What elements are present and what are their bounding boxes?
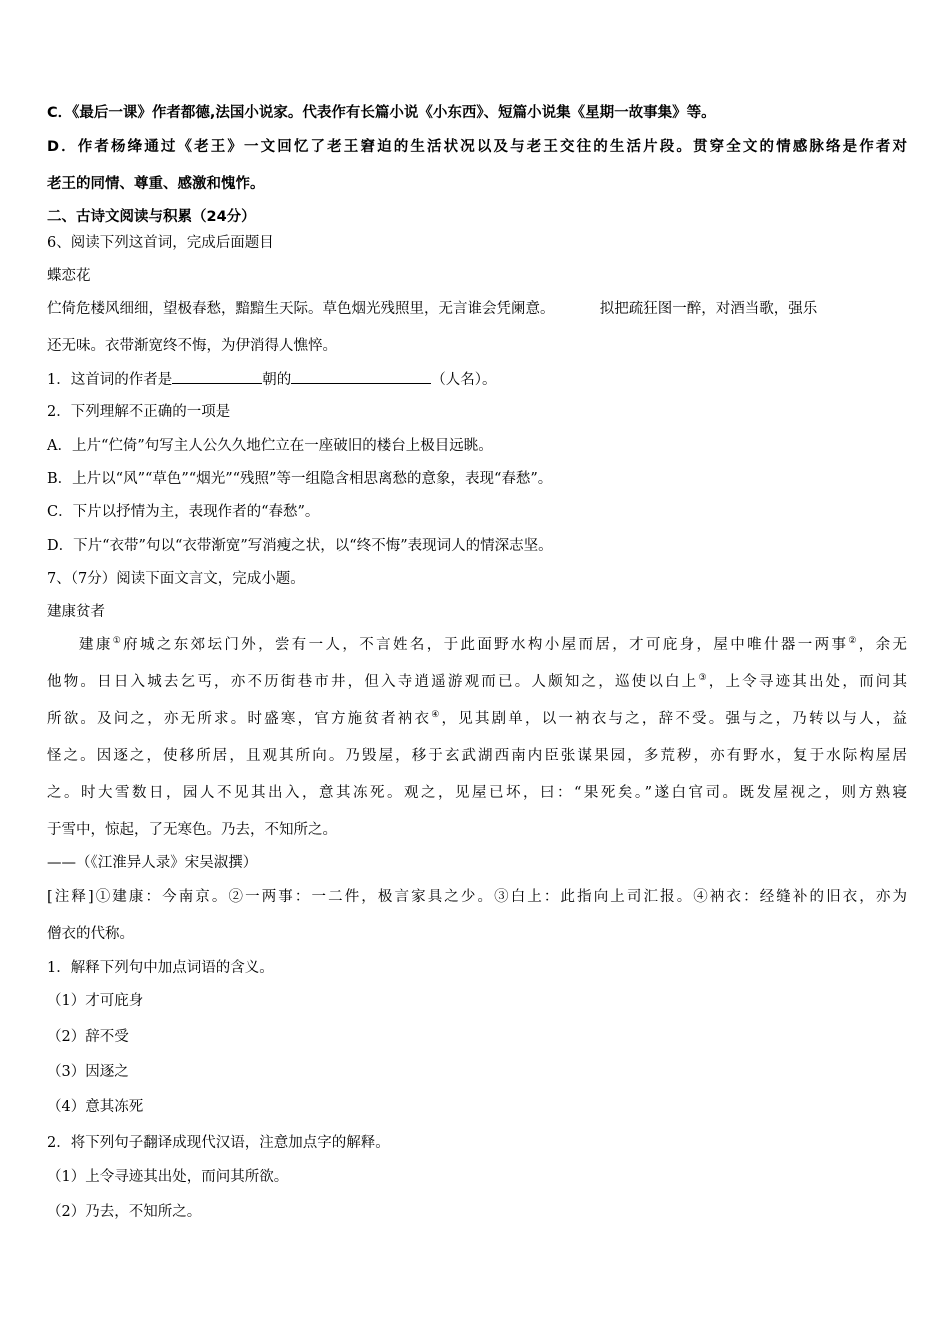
q7-title: 建康贫者: [47, 604, 105, 620]
q6-sub1-text-c: （人名）。: [431, 372, 497, 388]
q7-sub1-item: （3）因逐之: [47, 1064, 129, 1080]
q6-option-b: B．上片以“风”“草色”“烟光”“残照”等一组隐含相思离愁的意象，表现“春愁”。: [47, 471, 553, 487]
passage-1c: ，余无: [858, 637, 907, 653]
q7-sub1-item: （1）才可庇身: [47, 993, 144, 1009]
q7-sub1: 1．解释下列句中加点词语的含义。: [47, 960, 274, 976]
passage-line3: [47, 709, 907, 729]
passage-line2: [47, 672, 907, 692]
choice-d-line1: D．作者杨绛通过《老王》一文回忆了老王窘迫的生活状况以及与老王交往的生活片段。贯穿全文的情感脉络是作者对: [47, 139, 907, 155]
q7-sub2-item: （2）乃去，不知所之。: [47, 1204, 202, 1220]
q7-sub1-item: （4）意其冻死: [47, 1099, 144, 1115]
q6-option-c: C．下片以抒情为主，表现作者的“春愁”。: [47, 504, 320, 520]
q6-option-a: A．上片“伫倚”句写主人公久久地伫立在一座破旧的楼台上极目远眺。: [47, 438, 493, 454]
annotation-line2: 僧衣的代称。: [47, 926, 134, 942]
poem-line2: 还无味。衣带渐宽终不悔，为伊消得人憔悴。: [47, 338, 337, 354]
q7-sub2-item: （1）上令寻迹其出处，而问其所欲。: [47, 1169, 289, 1185]
note-ref-3: ③: [698, 673, 709, 684]
choice-c: C．《最后一课》作者都德,法国小说家。代表作有长篇小说《小东西》、短篇小说集《星期一故事集》等。: [47, 105, 716, 121]
annotation-line1: [注释]①建康：今南京。②一两事：一二件，极言家具之少。③白上：此指向上司汇报。④衲衣：经缝补的旧衣，亦为: [47, 889, 907, 905]
passage-3b: ，见其剧单，以一衲衣与之，辞不受。强与之，乃转以与人，益: [441, 711, 907, 727]
q6-sub1: [47, 369, 496, 390]
passage-source: ——（《江淮异人录》宋吴淑撰）: [47, 855, 258, 871]
passage-line6: 于雪中，惊起，了无寒色。乃去，不知所之。: [47, 822, 337, 838]
note-ref-1: ①: [112, 636, 124, 647]
passage-1b: 府城之东郊坛门外，尝有一人，不言姓名，于此面野水构小屋而居，才可庇身，屋中唯什器一两事: [123, 637, 849, 653]
poem-line1: [47, 299, 817, 319]
q7-prompt: 7、（7分）阅读下面文言文，完成小题。: [47, 571, 305, 587]
q6-option-d: D．下片“衣带”句以“衣带渐宽”写消瘦之状，以“终不悔”表现词人的情深志坚。: [47, 538, 553, 554]
passage-3a: 所欲。及问之，亦无所求。时盛寒，官方施贫者衲衣: [47, 711, 432, 727]
q6-prompt: 6、阅读下列这首词，完成后面题目: [47, 235, 274, 251]
q6-sub1-text-a: 1．这首词的作者是: [47, 372, 173, 388]
note-ref-4: ④: [431, 710, 442, 721]
passage-1a: 建康: [79, 637, 113, 653]
poem-line1-part-a: 伫倚危楼风细细，望极春愁，黯黯生天际。草色烟光残照里，无言谁会凭阑意。: [47, 301, 555, 317]
passage-2b: ，上令寻迹其出处，而问其: [708, 674, 907, 690]
q7-sub1-item: （2）辞不受: [47, 1029, 129, 1045]
q6-sub1-text-b: 朝的: [262, 372, 292, 388]
passage-2a: 他物。日日入城去乞丐，亦不历街巷市井，但入寺逍遥游观而已。人颇知之，巡使以白上: [47, 674, 699, 690]
author-dynasty-blank[interactable]: [172, 369, 262, 384]
q6-sub2: 2．下列理解不正确的一项是: [47, 404, 231, 420]
poem-title: 蝶恋花: [47, 268, 91, 284]
choice-d-line2: 老王的同情、尊重、感激和愧怍。: [47, 176, 265, 192]
passage-line5: 之。时大雪数日，园人不见其出入，意其冻死。观之，见屋已坏，曰：“果死矣。”遂白官司。既发屋视之，则方熟寝: [47, 785, 907, 801]
poem-line1-part-b: 拟把疏狂图一醉，对酒当歌，强乐: [599, 301, 818, 317]
passage-line1: [47, 635, 907, 655]
q7-sub2: 2．将下列句子翻译成现代汉语，注意加点字的解释。: [47, 1135, 390, 1151]
note-ref-2: ②: [848, 636, 859, 647]
section2-heading: 二、古诗文阅读与积累（24分）: [47, 209, 256, 225]
author-name-blank[interactable]: [291, 369, 431, 384]
passage-line4: 怪之。因逐之，使移所居，且观其所向。乃毁屋，移于玄武湖西南内臣张谋果园，多荒秽，亦有野水，复于水际构屋居: [47, 748, 907, 764]
